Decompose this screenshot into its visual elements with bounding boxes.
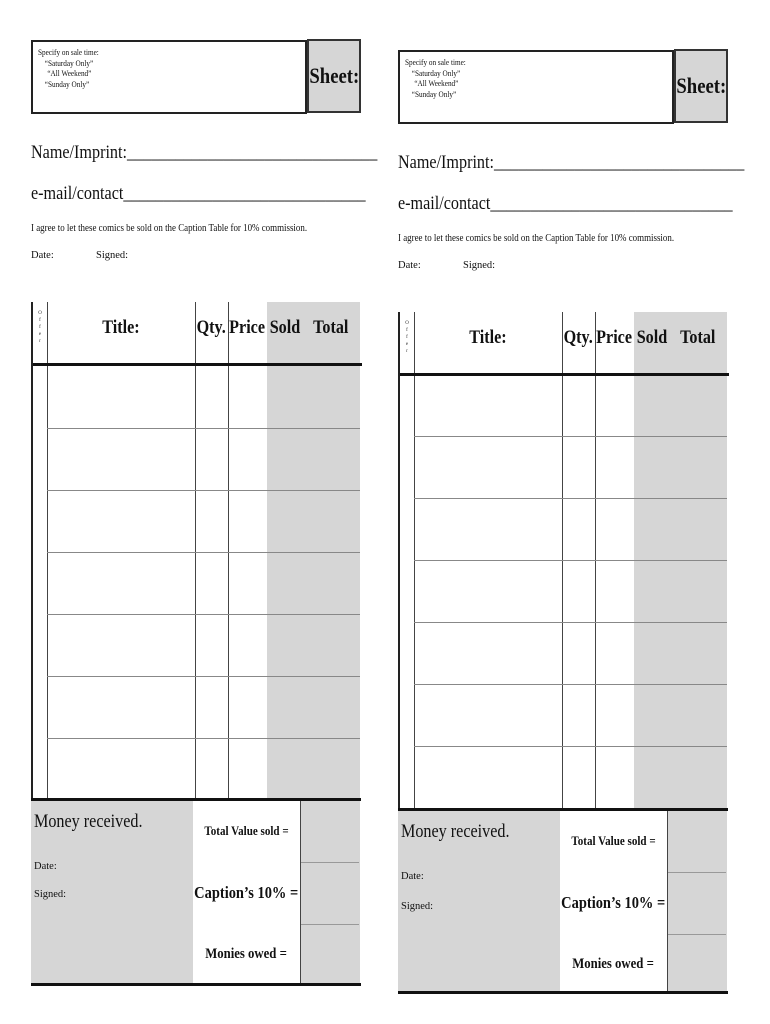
sheet-bottom-rule — [31, 983, 361, 986]
totals-row-rule — [301, 924, 359, 925]
sale-option-sunday: “Sunday Only” — [44, 78, 90, 89]
agreement-text: I agree to let these comics be sold on the Caption Table for 10% commission. — [31, 223, 308, 234]
sheet-bottom-rule — [398, 991, 728, 994]
qty-header: Qty. — [563, 327, 594, 348]
offer-column — [33, 302, 48, 798]
sale-option-saturday: “Saturday Only” — [44, 57, 94, 68]
offer-column — [400, 312, 415, 808]
table-row — [414, 498, 727, 499]
sold-header: Sold — [636, 327, 667, 348]
signature-line — [398, 260, 496, 271]
money-received-label: Money received. — [401, 821, 510, 842]
table-row — [47, 676, 360, 677]
sale-time-box — [398, 50, 674, 124]
totals-row-rule — [668, 934, 726, 935]
sale-time-title: Specify on sale time: — [38, 47, 99, 57]
sheet-label: Sheet: — [309, 63, 359, 88]
money-section — [398, 811, 728, 993]
table-row — [414, 746, 727, 747]
consignment-sheet-right — [398, 50, 745, 1000]
table-row — [414, 560, 727, 561]
total-value-sold-label: Total Value sold = — [193, 801, 300, 861]
money-received-label: Money received. — [34, 811, 143, 832]
signature-line — [31, 250, 129, 261]
table-row — [414, 684, 727, 685]
date-label: Date: — [31, 250, 54, 261]
title-header: Title: — [469, 327, 507, 348]
table-row — [47, 428, 360, 429]
total-header: Total — [313, 317, 349, 338]
monies-owed-label: Monies owed = — [193, 925, 300, 983]
sheet-number-box — [307, 39, 361, 113]
consignment-sheet-left — [31, 40, 378, 990]
offer-header: O f f e r — [405, 321, 409, 354]
title-header: Title: — [102, 317, 140, 338]
offer-header: O f f e r — [38, 311, 42, 344]
money-signed-label: Signed: — [34, 889, 67, 900]
comics-table — [31, 302, 360, 798]
total-column — [302, 302, 360, 798]
price-header: Price — [229, 317, 266, 338]
totals-column — [667, 811, 727, 993]
total-value-sold-label: Total Value sold = — [560, 811, 667, 871]
sold-header: Sold — [269, 317, 300, 338]
sale-option-weekend: “All Weekend” — [47, 68, 92, 78]
captions-cut-label: Caption’s 10% = — [560, 872, 667, 934]
name-imprint-field: Name/Imprint:_______________________________ — [398, 152, 745, 173]
captions-cut-label: Caption’s 10% = — [193, 862, 300, 924]
sale-option-sunday: “Sunday Only” — [411, 88, 457, 99]
totals-row-rule — [668, 872, 726, 873]
qty-column — [195, 302, 229, 798]
name-imprint-field: Name/Imprint:_______________________________ — [31, 142, 378, 163]
table-row — [47, 552, 360, 553]
totals-row-rule — [301, 862, 359, 863]
agreement-text: I agree to let these comics be sold on the Caption Table for 10% commission. — [398, 233, 675, 244]
header-rule — [400, 373, 729, 376]
table-row — [414, 436, 727, 437]
price-column — [228, 302, 268, 798]
table-row — [47, 490, 360, 491]
table-row — [47, 614, 360, 615]
sale-option-saturday: “Saturday Only” — [411, 67, 461, 78]
sale-time-text — [38, 47, 99, 89]
sale-time-title: Specify on sale time: — [405, 57, 466, 67]
sold-column — [267, 302, 303, 798]
qty-header: Qty. — [196, 317, 227, 338]
monies-owed-label: Monies owed = — [560, 935, 667, 993]
signed-label: Signed: — [96, 250, 129, 261]
email-contact-field: e-mail/contact______________________________ — [31, 183, 366, 204]
money-date-label: Date: — [401, 871, 424, 882]
date-label: Date: — [398, 260, 421, 271]
money-section — [31, 801, 361, 986]
totals-column — [300, 801, 360, 986]
table-row — [47, 738, 360, 739]
sale-option-weekend: “All Weekend” — [414, 78, 459, 88]
money-date-label: Date: — [34, 861, 57, 872]
title-column — [47, 302, 196, 798]
signed-label: Signed: — [463, 260, 496, 271]
sheet-number-box — [674, 49, 728, 123]
sheet-label: Sheet: — [676, 73, 726, 98]
price-header: Price — [596, 327, 633, 348]
sale-time-text — [405, 57, 466, 99]
header-rule — [33, 363, 362, 366]
money-signed-label: Signed: — [401, 901, 434, 912]
table-row — [414, 622, 727, 623]
email-contact-field: e-mail/contact______________________________ — [398, 193, 733, 214]
comics-table — [398, 312, 727, 808]
total-header: Total — [680, 327, 716, 348]
sale-time-box — [31, 40, 307, 114]
